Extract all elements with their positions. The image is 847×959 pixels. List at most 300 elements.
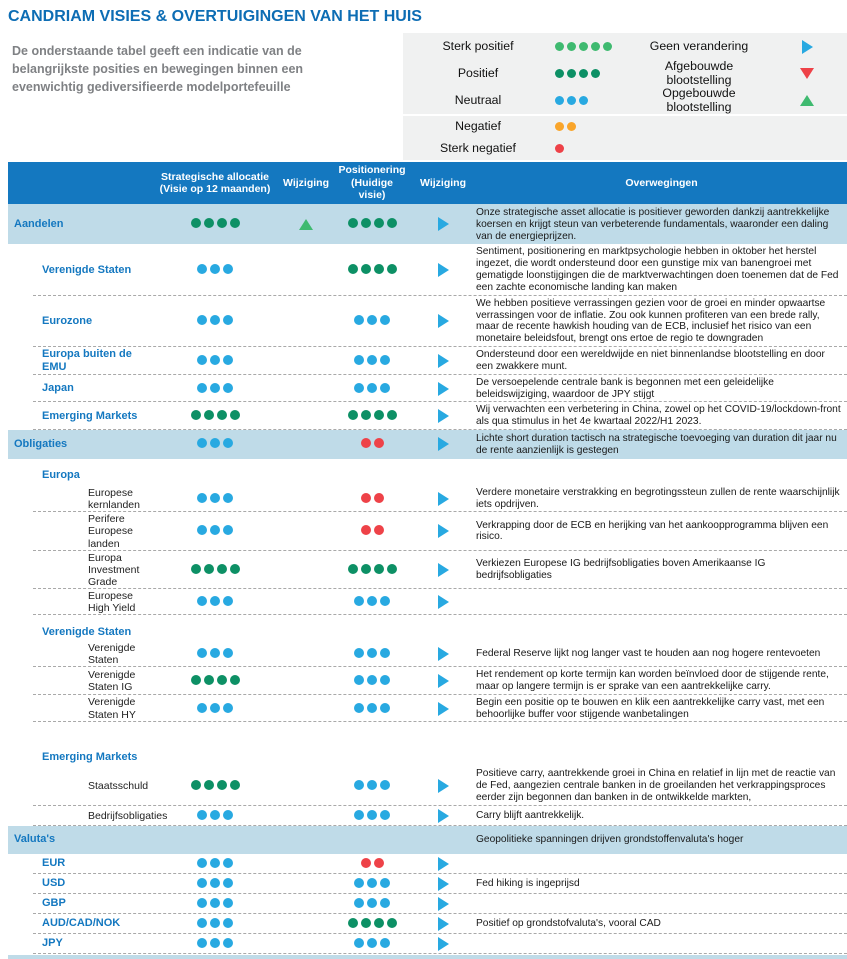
row-label-cell [8,513,152,549]
overweging-text: Onze strategische asset allocatie is positiever geworden dankzij aantrekkelijke koersen en krijgt steun van verbeterende fundamentals, waaronder een daling van de energieprijzen. [476,207,830,242]
wijziging-2-cell [410,674,476,688]
rating-dot-icon [555,42,564,51]
row-label-cell [8,809,168,822]
rating-dot-icon [567,96,576,105]
rating-dots [553,142,565,156]
positioning-cell [334,407,410,425]
table-row [8,854,847,874]
legend-rating-row [403,138,631,160]
row-label: Emerging Markets [42,751,138,763]
table-row [8,204,847,244]
positioning-dots [353,380,392,398]
top-row [0,26,847,160]
rating-dot-icon [354,648,364,658]
rating-dot-icon [348,218,358,228]
rating-dot-icon [210,315,220,325]
overweging-text: Verkiezen Europese IG bedrijfsobligaties boven Amerikaanse IG bedrijfsobligaties [476,557,766,581]
legend-rating-row [403,116,631,138]
rating-dot-icon [197,315,207,325]
positioning-cell [334,215,410,233]
rating-dot-icon [230,780,240,790]
rating-dot-icon [204,780,214,790]
table-row [8,641,847,667]
right-arrow-icon [802,40,813,54]
rating-dot-icon [197,878,207,888]
positioning-cell [334,777,410,795]
row-label: Eurozone [42,315,93,328]
legend-change-label: Afgebouwde blootstelling [664,58,734,87]
rating-dot-icon [210,438,220,448]
strategic-dots [196,522,235,540]
intro-text: De onderstaande tabel geeft een indicatie van de belangrijkste posities en bewegingen binnen een evenwichtig gediversifieerde modelportefeuille [12,44,304,95]
legend-change-label: Geen verandering [649,38,749,53]
header-wijziging-1: Wijziging [283,176,329,189]
table-row [8,806,847,826]
rating-dot-icon [567,122,576,131]
positioning-dots [346,915,398,933]
positioning-cell [334,935,410,953]
rating-dot-icon [354,596,364,606]
positioning-cell [334,593,410,611]
rating-dot-icon [380,898,390,908]
right-arrow-icon [438,314,449,328]
rating-dot-icon [603,42,612,51]
strategic-dots [196,935,235,953]
strategic-allocation-cell [152,561,278,579]
right-arrow-icon [438,382,449,396]
rating-dot-icon [354,898,364,908]
rating-dots [553,67,601,81]
rating-dot-icon [197,858,207,868]
page [0,8,847,950]
rating-dot-icon [204,675,214,685]
row-label-cell [8,642,152,666]
rating-dot-icon [367,648,377,658]
right-arrow-icon [438,674,449,688]
legend-rating-dots [553,142,631,156]
wijziging-2-cell [410,263,476,277]
right-arrow-icon [438,524,449,538]
overweging-cell [476,431,847,458]
strategic-dots [196,645,235,663]
overweging-text: Ondersteund door een wereldwijde en niet binnenlandse blootstelling en door een zwakkere munt. [476,349,825,372]
row-label: Europa Investment Grade [88,551,140,588]
rating-dot-icon [374,564,384,574]
legend-change-arrow [767,40,847,54]
overweging-text: De versoepelende centrale bank is begonnen met een geleidelijke beleidswijziging, waardoor de JPY stijgt [476,376,774,400]
positioning-dots [353,672,392,690]
positioning-dots [346,261,398,279]
rating-dot-icon [223,938,233,948]
positioning-cell [334,490,410,508]
rating-dot-icon [197,938,207,948]
overweging-cell [476,519,847,545]
rating-dot-icon [361,493,371,503]
overweging-cell [476,647,847,661]
rating-dot-icon [197,648,207,658]
table-row [8,934,847,954]
row-divider [33,953,847,954]
rating-dot-icon [354,355,364,365]
rating-dot-icon [348,564,358,574]
row-label-cell [8,780,152,792]
legend-rating-dots [553,120,631,134]
right-arrow-icon [438,877,449,891]
rating-dot-icon [197,438,207,448]
overweging-text: Het rendement op korte termijn kan worden beïnvloed door de stijgende rente, maar op langere termijn is er sprake van een aantrekkelijke carry. [476,669,829,692]
rating-dot-icon [197,918,207,928]
rating-dots [553,120,577,134]
row-label: GBP [42,897,66,910]
legend-rating-dots [553,40,631,54]
table-row [8,874,847,894]
header-positionering: Positionering (Huidige visie) [338,164,406,202]
rating-dot-icon [555,96,564,105]
rating-dot-icon [380,596,390,606]
rating-dot-icon [204,218,214,228]
row-label: USD [42,877,66,890]
table-row [8,551,847,589]
rating-dot-icon [387,218,397,228]
rating-dot-icon [361,525,371,535]
rating-dot-icon [367,810,377,820]
rating-dot-icon [380,648,390,658]
overweging-cell [476,348,847,374]
strategic-allocation-cell [152,645,278,663]
table-row [8,430,847,459]
rating-dot-icon [230,410,240,420]
wijziging-2-cell [410,647,476,661]
row-label: Europese kernlanden [88,486,140,511]
wijziging-2-cell [410,857,476,871]
strategic-allocation-cell [152,380,278,398]
rating-dot-icon [367,383,377,393]
row-label: Emerging Markets [42,409,138,422]
legend-change-arrow [767,68,847,79]
rating-dot-icon [387,564,397,574]
rating-dot-icon [354,938,364,948]
row-label-cell [8,897,152,910]
overweging-cell [476,903,847,905]
legend-bottom [403,116,847,160]
rating-dot-icon [223,355,233,365]
row-label: Perifere Europese landen [88,513,133,550]
overweging-text: Carry blijft aantrekkelijk. [476,809,585,821]
legend-rating-label: Negatief [455,119,501,134]
rating-dot-icon [591,69,600,78]
strategic-dots [196,261,235,279]
rating-dot-icon [380,810,390,820]
wijziging-2-cell [410,702,476,716]
overweging-cell [476,475,847,477]
row-label: Obligaties [14,438,68,451]
wijziging-2-cell [410,897,476,911]
rating-dot-icon [210,596,220,606]
wijziging-1-cell [278,219,334,230]
positioning-dots [353,700,392,718]
rating-dot-icon [579,96,588,105]
rating-dot-icon [387,410,397,420]
strategic-allocation-cell [152,777,278,795]
legend-rating-row [403,87,631,114]
overweging-text: We hebben positieve verrassingen gezien voor de groei en minder opwaartse verrassingen voor de inflatie. Zou ook kunnen profiteren van een brede rally, maar de recente hawkish houding van de ECB, inclusief het risico van een monetaire beleidsfout, brengt ons ertoe de regio te downgraden [476,297,826,345]
strategic-allocation-cell [152,490,278,508]
positioning-cell [334,855,410,873]
row-label-cell [8,218,152,231]
row-label: Europese High Yield [88,589,136,614]
table-row [8,467,847,485]
positioning-dots [353,312,392,330]
rating-dot-icon [191,410,201,420]
strategic-dots [189,407,241,425]
rating-dot-icon [367,938,377,948]
table-row [8,914,847,934]
wijziging-2-cell [410,409,476,423]
wijziging-2-cell [410,217,476,231]
strategic-dots [189,672,241,690]
rating-dot-icon [197,703,207,713]
table-row [8,667,847,695]
rating-dot-icon [210,264,220,274]
row-label-cell [8,857,152,870]
positioning-cell [334,645,410,663]
positioning-cell [334,352,410,370]
overweging-cell [476,767,847,804]
overweging-cell [476,631,847,633]
positioning-cell [334,522,410,540]
rating-dot-icon [197,493,207,503]
right-arrow-icon [438,702,449,716]
up-arrow-icon [299,219,313,230]
positioning-dots [353,777,392,795]
rating-dot-icon [380,675,390,685]
rating-dot-icon [223,878,233,888]
rating-dot-icon [230,218,240,228]
positioning-dots [359,435,385,453]
positioning-cell [334,807,410,825]
rating-dot-icon [374,264,384,274]
wijziging-2-cell [410,563,476,577]
positioning-cell [334,895,410,913]
right-arrow-icon [438,809,449,823]
positioning-dots [353,593,392,611]
strategic-allocation-cell [152,352,278,370]
overweging-text: Positief op grondstofvaluta's, vooral CAD [476,917,661,929]
strategic-allocation-cell [152,855,278,873]
rating-dot-icon [387,264,397,274]
rating-dot-icon [555,69,564,78]
strategic-dots [189,215,241,233]
strategic-allocation-cell [152,407,278,425]
positioning-dots [353,352,392,370]
strategic-allocation-cell [152,215,278,233]
wijziging-2-cell [410,937,476,951]
strategic-dots [196,875,235,893]
wijziging-2-cell [410,917,476,931]
row-label-cell [8,264,152,277]
positioning-dots [359,522,385,540]
rating-dot-icon [223,648,233,658]
rating-dot-icon [197,596,207,606]
legend-change-row [631,60,847,87]
rating-dot-icon [374,525,384,535]
overweging-cell [476,877,847,891]
right-arrow-icon [438,263,449,277]
strategic-dots [196,895,235,913]
rating-dot-icon [191,564,201,574]
row-label-cell [8,751,152,764]
overweging-cell [476,756,847,758]
strategic-allocation-cell [152,435,278,453]
strategic-allocation-cell [152,312,278,330]
legend-rating-row [403,33,631,60]
rating-dot-icon [223,493,233,503]
overweging-cell [476,809,847,823]
rating-dot-icon [230,675,240,685]
table-row [8,296,847,347]
rating-dot-icon [348,264,358,274]
row-label-cell [8,382,152,395]
header-empty-cell [8,181,152,185]
rating-dot-icon [380,355,390,365]
row-label-cell [8,469,152,482]
rating-dot-icon [555,144,564,153]
row-label: Japan [42,382,74,395]
table-row [8,623,847,641]
rating-dot-icon [361,264,371,274]
wijziging-2-cell [410,437,476,451]
strategic-allocation-cell [152,807,278,825]
rating-dot-icon [217,780,227,790]
overweging-text: Sentiment, positionering en marktpsychologie hebben in oktober het herstel ingezet, die wordt ondersteund door een gunstige mix van banengroei met gematigde loonstijgingen die de marktverwachtingen doen toenemen dat de Fed een zachte economische landing kan maken [476,246,839,293]
rating-dot-icon [361,564,371,574]
rating-dot-icon [230,564,240,574]
rating-dot-icon [567,42,576,51]
rating-dot-icon [223,315,233,325]
row-label-cell [8,552,152,588]
overweging-cell [476,205,847,243]
rating-dot-icon [354,780,364,790]
rating-dot-icon [223,898,233,908]
rating-dot-icon [354,878,364,888]
overweging-cell [476,557,847,583]
table-row [8,766,847,805]
positioning-dots [359,855,385,873]
rating-dot-icon [361,858,371,868]
rating-dot-icon [197,898,207,908]
overweging-cell [476,863,847,865]
overweging-text: Positieve carry, aantrekkende groei in China en relatief in lijn met de reactie van de Fed, aangezien centrale banken in de groeilanden het verkrappingsproces eerder zijn begonnen dan banken in de ontwikkelde markten, [476,768,836,803]
table-row [8,826,847,854]
legend-changes [631,33,847,114]
positioning-cell [334,261,410,279]
right-arrow-icon [438,492,449,506]
rating-dot-icon [217,675,227,685]
positioning-dots [353,895,392,913]
rating-dot-icon [191,675,201,685]
positioning-dots [346,215,398,233]
wijziging-2-cell [410,382,476,396]
table-row [8,485,847,513]
rating-dot-icon [210,355,220,365]
bottom-strip [8,955,847,959]
rating-dot-icon [223,810,233,820]
row-label: Aandelen [14,217,64,230]
down-arrow-icon [800,68,814,79]
rating-dot-icon [210,918,220,928]
rating-dot-icon [191,218,201,228]
rating-dot-icon [591,42,600,51]
rating-dot-icon [367,898,377,908]
row-label-cell [8,590,152,614]
rating-dot-icon [210,703,220,713]
legend-rating-label: Neutraal [454,92,502,107]
rating-dot-icon [380,315,390,325]
positioning-cell [334,561,410,579]
row-label-cell [8,877,152,890]
legend-bottom-spacer [631,116,847,160]
row-divider [33,614,847,615]
positioning-cell [334,915,410,933]
strategic-dots [196,352,235,370]
rating-dot-icon [197,355,207,365]
strategic-allocation-cell [152,895,278,913]
rating-dot-icon [197,810,207,820]
overweging-cell [476,297,847,346]
strategic-allocation-cell [152,261,278,279]
rating-dot-icon [210,493,220,503]
positioning-dots [346,561,398,579]
positioning-dots [353,875,392,893]
rating-dot-icon [210,938,220,948]
row-label: Verenigde Staten [88,641,136,666]
rating-dot-icon [210,878,220,888]
rating-dot-icon [204,410,214,420]
overweging-text: Fed hiking is ingeprijsd [476,877,580,889]
page-title: CANDRIAM VISIES & OVERTUIGINGEN VAN HET HUIS [8,8,422,25]
strategic-dots [189,777,241,795]
strategic-allocation-cell [152,522,278,540]
rating-dot-icon [367,780,377,790]
legend-change-label: Opgebouwde blootstelling [662,85,736,114]
rating-dot-icon [191,780,201,790]
row-label-cell [8,626,152,639]
rating-dot-icon [579,42,588,51]
row-label-cell [8,669,152,693]
header-overwegingen: Overwegingen [625,176,698,189]
rating-dot-icon [210,898,220,908]
positioning-dots [353,807,392,825]
row-label: EUR [42,857,66,870]
strategic-dots [196,380,235,398]
row-label: Verenigde Staten HY [88,696,136,721]
row-label-cell [8,937,152,950]
rating-dot-icon [380,703,390,713]
rating-dots [553,94,589,108]
rating-dot-icon [354,810,364,820]
row-divider [33,721,847,722]
overweging-cell [476,376,847,402]
legend-change-row [631,33,847,60]
strategic-dots [196,807,235,825]
right-arrow-icon [438,595,449,609]
overweging-cell [476,245,847,294]
right-arrow-icon [438,437,449,451]
right-arrow-icon [438,563,449,577]
right-arrow-icon [438,354,449,368]
legend-rating-row [403,60,631,87]
row-label-cell [8,833,152,846]
